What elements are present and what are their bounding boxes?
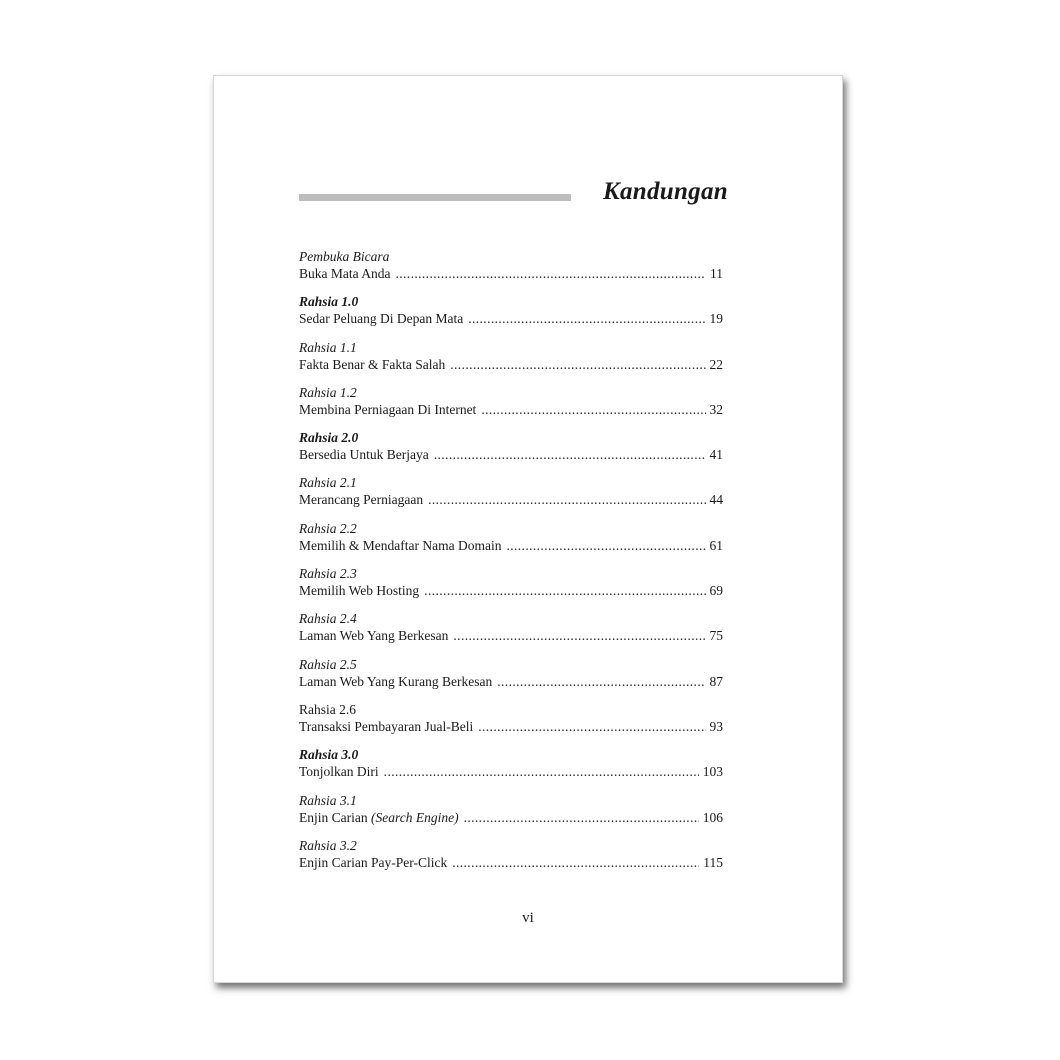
toc-leader-dots [428, 491, 705, 509]
toc-section-label: Rahsia 2.1 [299, 475, 357, 491]
page-number-folio: vi [522, 910, 534, 926]
toc-section-label: Rahsia 3.1 [299, 792, 357, 808]
toc-section-label: Rahsia 1.1 [299, 339, 357, 355]
toc-section-label: Rahsia 2.4 [299, 611, 357, 627]
toc-entry-title: Buka Mata Anda [299, 266, 391, 281]
toc-entry-title: Bersedia Untuk Berjaya [299, 447, 429, 463]
toc-page-number: 41 [709, 447, 723, 463]
toc-page-number: 115 [703, 854, 723, 870]
toc-section-label: Rahsia 3.0 [299, 747, 359, 763]
toc-entry [299, 520, 723, 565]
toc-row [299, 491, 723, 509]
toc-entry [299, 384, 723, 429]
toc-section-label: Pembuka Bicara [299, 249, 390, 264]
toc-row [299, 310, 723, 328]
toc-page-number: 32 [709, 401, 723, 417]
toc-entry-title: Laman Web Yang Kurang Berkesan [299, 673, 493, 689]
toc-section-label: Rahsia 2.2 [299, 520, 357, 536]
toc-row [299, 265, 723, 283]
toc-leader-dots [384, 763, 699, 781]
toc-leader-dots [506, 537, 705, 555]
toc-section-label: Rahsia 1.2 [299, 384, 357, 400]
toc-leader-dots [453, 627, 705, 645]
toc-entry [299, 293, 723, 338]
toc-entry [299, 656, 723, 701]
toc-entry [299, 610, 723, 655]
toc-entry-title: Transaksi Pembayaran Jual-Beli [299, 718, 474, 734]
toc-entry [299, 746, 723, 791]
toc-entry-title: Memilih & Mendaftar Nama Domain [299, 537, 502, 553]
toc-leader-dots [481, 401, 705, 419]
toc-entry-title: Laman Web Yang Berkesan [299, 628, 449, 644]
toc-row [299, 627, 723, 645]
table-of-contents [299, 248, 723, 882]
toc-leader-dots [395, 265, 706, 283]
toc-entry-title-italic: (Search Engine) [370, 809, 459, 825]
toc-entry-title-main: Enjin Carian [299, 809, 368, 825]
toc-row [299, 582, 723, 600]
toc-entry [299, 701, 723, 746]
toc-page-number: 61 [709, 537, 723, 553]
toc-entry-title: Memilih Web Hosting [299, 583, 420, 599]
toc-row [299, 763, 723, 781]
toc-page-number: 19 [709, 311, 723, 327]
toc-section-label: Rahsia 2.6 [299, 701, 356, 717]
toc-entry [299, 837, 723, 882]
toc-entry [299, 792, 723, 837]
toc-page-number: 69 [709, 583, 723, 599]
toc-entry-title: Fakta Benar & Fakta Salah [299, 356, 446, 372]
toc-leader-dots [464, 809, 699, 827]
toc-row [299, 446, 723, 464]
toc-leader-dots [424, 582, 705, 600]
toc-section-label: Rahsia 2.3 [299, 566, 357, 582]
toc-page-number: 93 [709, 718, 723, 734]
toc-entry-title: Merancang Perniagaan [299, 492, 424, 508]
toc-entry-title [299, 809, 459, 827]
toc-leader-dots [478, 718, 705, 736]
toc-row [299, 401, 723, 419]
toc-page-number: 106 [702, 809, 723, 825]
toc-page-number: 87 [709, 673, 723, 689]
toc-entry-title: Membina Perniagaan Di Internet [299, 401, 477, 417]
toc-page-number: 22 [709, 356, 723, 372]
toc-section-label: Rahsia 2.0 [299, 430, 359, 446]
toc-entry-title: Enjin Carian Pay-Per-Click [299, 854, 448, 870]
toc-entry [299, 339, 723, 384]
document-page [213, 75, 843, 983]
toc-page-number: 75 [709, 628, 723, 644]
toc-leader-dots [497, 673, 705, 691]
toc-leader-dots [434, 446, 706, 464]
toc-entry [299, 429, 723, 474]
toc-row [299, 356, 723, 374]
toc-row [299, 673, 723, 691]
toc-leader-dots [468, 310, 705, 328]
toc-leader-dots [450, 356, 705, 374]
toc-page-number: 11 [710, 266, 723, 281]
toc-entry [299, 474, 723, 519]
toc-entry [299, 248, 723, 293]
toc-section-label: Rahsia 1.0 [299, 294, 359, 310]
toc-row [299, 718, 723, 736]
toc-page-number: 103 [702, 764, 723, 780]
toc-section-label: Rahsia 2.5 [299, 656, 357, 672]
toc-entry [299, 565, 723, 610]
toc-row [299, 537, 723, 555]
toc-entry-title: Tonjolkan Diri [299, 764, 379, 780]
page-title: Kandungan [603, 178, 728, 205]
toc-row [299, 854, 723, 872]
toc-section-label: Rahsia 3.2 [299, 837, 357, 853]
toc-entry-title: Sedar Peluang Di Depan Mata [299, 311, 464, 327]
toc-leader-dots [452, 854, 699, 872]
toc-page-number: 44 [709, 492, 723, 508]
title-rule [299, 194, 571, 201]
toc-row [299, 809, 723, 827]
